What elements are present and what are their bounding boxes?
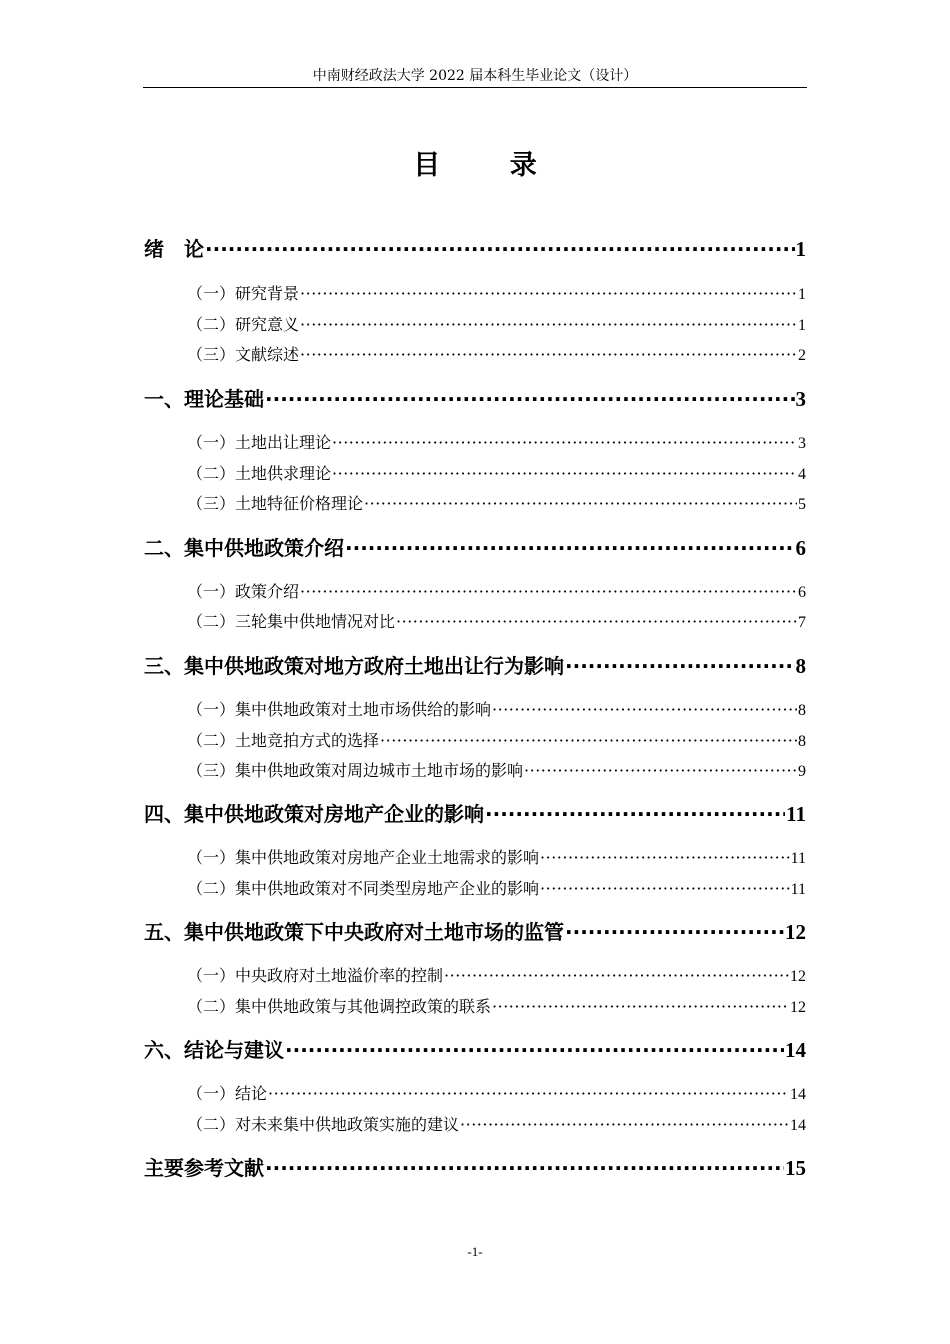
- toc-entry-label: （三）集中供地政策对周边城市土地市场的影响: [187, 761, 524, 780]
- toc-entry-label: 绪 论: [144, 237, 204, 261]
- dot-leader: [540, 879, 790, 898]
- toc-entry-label: 四、集中供地政策对房地产企业的影响: [144, 802, 484, 826]
- toc-entry-page: 12: [785, 920, 806, 944]
- dot-leader: [565, 654, 795, 678]
- toc-entry-page: 11: [790, 881, 806, 898]
- dot-leader: [300, 345, 797, 364]
- toc-entry-level1[interactable]: [144, 383, 806, 413]
- dot-leader: [492, 700, 797, 719]
- dot-leader: [444, 966, 789, 985]
- toc-entry-level2[interactable]: [187, 994, 806, 1018]
- toc-entry-label: 五、集中供地政策下中央政府对土地市场的监管: [144, 920, 564, 944]
- toc-entry-page: 1: [795, 237, 806, 261]
- dot-leader: [565, 920, 784, 944]
- toc-entry-page: 2: [798, 347, 806, 364]
- toc-entry-label: （二）对未来集中供地政策实施的建议: [187, 1115, 460, 1134]
- toc-entry-level2[interactable]: [187, 845, 806, 869]
- toc-entry-label: 六、结论与建议: [144, 1038, 284, 1062]
- toc-entry-level2[interactable]: [187, 461, 806, 485]
- dot-leader: [205, 237, 795, 261]
- dot-leader: [380, 731, 797, 750]
- toc-entry-level1[interactable]: [144, 532, 806, 562]
- toc-entry-level2[interactable]: [187, 1112, 806, 1136]
- toc-entry-page: 8: [798, 733, 806, 750]
- dot-leader: [300, 284, 797, 303]
- dot-leader: [364, 494, 797, 513]
- toc-entry-level2[interactable]: [187, 342, 806, 366]
- toc-entry-label: （二）土地供求理论: [187, 464, 332, 483]
- toc-entry-level1[interactable]: [144, 650, 806, 680]
- toc-entry-page: 14: [785, 1038, 806, 1062]
- toc-entry-page: 8: [798, 702, 806, 719]
- toc-entry-label: （一）研究背景: [187, 284, 300, 303]
- dot-leader: [300, 582, 797, 601]
- toc-entry-level2[interactable]: [187, 579, 806, 603]
- toc-entry-page: 11: [790, 850, 806, 867]
- page-title: 目 录: [413, 150, 567, 181]
- dot-leader: [345, 536, 795, 560]
- toc-entry-page: 9: [798, 763, 806, 780]
- toc-entry-level2[interactable]: [187, 728, 806, 752]
- dot-leader: [332, 433, 797, 452]
- toc-entry-label: （一）集中供地政策对土地市场供给的影响: [187, 700, 492, 719]
- toc-entry-page: 14: [790, 1086, 806, 1103]
- toc-entry-label: （二）集中供地政策与其他调控政策的联系: [187, 997, 492, 1016]
- dot-leader: [540, 848, 790, 867]
- toc-entry-label: 一、理论基础: [144, 387, 264, 411]
- toc-entry-page: 6: [798, 584, 806, 601]
- page-number: -1-: [467, 1244, 483, 1259]
- toc-entry-label: （二）集中供地政策对不同类型房地产企业的影响: [187, 879, 540, 898]
- dot-leader: [265, 387, 795, 411]
- dot-leader: [396, 612, 797, 631]
- toc-entry-level2[interactable]: [187, 312, 806, 336]
- toc-entry-page: 7: [798, 614, 806, 631]
- toc-entry-level1[interactable]: [144, 1152, 806, 1182]
- toc-entry-label: （一）结论: [187, 1084, 268, 1103]
- toc-entry-page: 8: [795, 654, 806, 678]
- toc-entry-label: 三、集中供地政策对地方政府土地出让行为影响: [144, 654, 564, 678]
- toc-entry-label: 主要参考文献: [144, 1156, 264, 1180]
- dot-leader: [524, 761, 797, 780]
- toc-entry-level1[interactable]: [144, 1034, 806, 1064]
- toc-entry-label: （一）土地出让理论: [187, 433, 332, 452]
- toc-entry-page: 12: [790, 999, 806, 1016]
- dot-leader: [285, 1038, 784, 1062]
- toc-entry-page: 5: [798, 496, 806, 513]
- dot-leader: [268, 1084, 789, 1103]
- dot-leader: [265, 1156, 784, 1180]
- toc-entry-label: （三）文献综述: [187, 345, 300, 364]
- toc-entry-level2[interactable]: [187, 963, 806, 987]
- dot-leader: [492, 997, 789, 1016]
- toc-entry-level2[interactable]: [187, 609, 806, 633]
- dot-leader: [485, 802, 785, 826]
- toc-entry-level2[interactable]: [187, 1081, 806, 1105]
- toc-entry-page: 11: [786, 802, 806, 826]
- toc-entry-label: （三）土地特征价格理论: [187, 494, 364, 513]
- toc-entry-page: 1: [798, 286, 806, 303]
- running-header: 中南财经政法大学 2022 届本科生毕业论文（设计）: [312, 68, 638, 84]
- toc-entry-page: 12: [790, 968, 806, 985]
- toc-entry-label: （二）三轮集中供地情况对比: [187, 612, 396, 631]
- toc-entry-label: 二、集中供地政策介绍: [144, 536, 344, 560]
- toc-entry-level2[interactable]: [187, 758, 806, 782]
- toc-entry-page: 6: [795, 536, 806, 560]
- dot-leader: [460, 1115, 789, 1134]
- toc-entry-label: （一）集中供地政策对房地产企业土地需求的影响: [187, 848, 540, 867]
- toc-entry-page: 14: [790, 1117, 806, 1134]
- dot-leader: [300, 315, 797, 334]
- toc-entry-level1[interactable]: [144, 233, 806, 263]
- toc-entry-page: 15: [785, 1156, 806, 1180]
- toc-entry-page: 4: [798, 466, 806, 483]
- toc-entry-page: 1: [798, 317, 806, 334]
- toc-entry-label: （二）研究意义: [187, 315, 300, 334]
- toc-entry-page: 3: [798, 435, 806, 452]
- toc-entry-level2[interactable]: [187, 491, 806, 515]
- toc-entry-level2[interactable]: [187, 430, 806, 454]
- toc-entry-level2[interactable]: [187, 281, 806, 305]
- toc-entry-label: （一）中央政府对土地溢价率的控制: [187, 966, 444, 985]
- toc-entry-level1[interactable]: [144, 798, 806, 828]
- toc-entry-label: （二）土地竞拍方式的选择: [187, 731, 380, 750]
- dot-leader: [332, 464, 797, 483]
- toc-entry-level2[interactable]: [187, 697, 806, 721]
- toc-entry-level1[interactable]: [144, 916, 806, 946]
- toc-entry-label: （一）政策介绍: [187, 582, 300, 601]
- toc-entry-level2[interactable]: [187, 876, 806, 900]
- toc-entry-page: 3: [795, 387, 806, 411]
